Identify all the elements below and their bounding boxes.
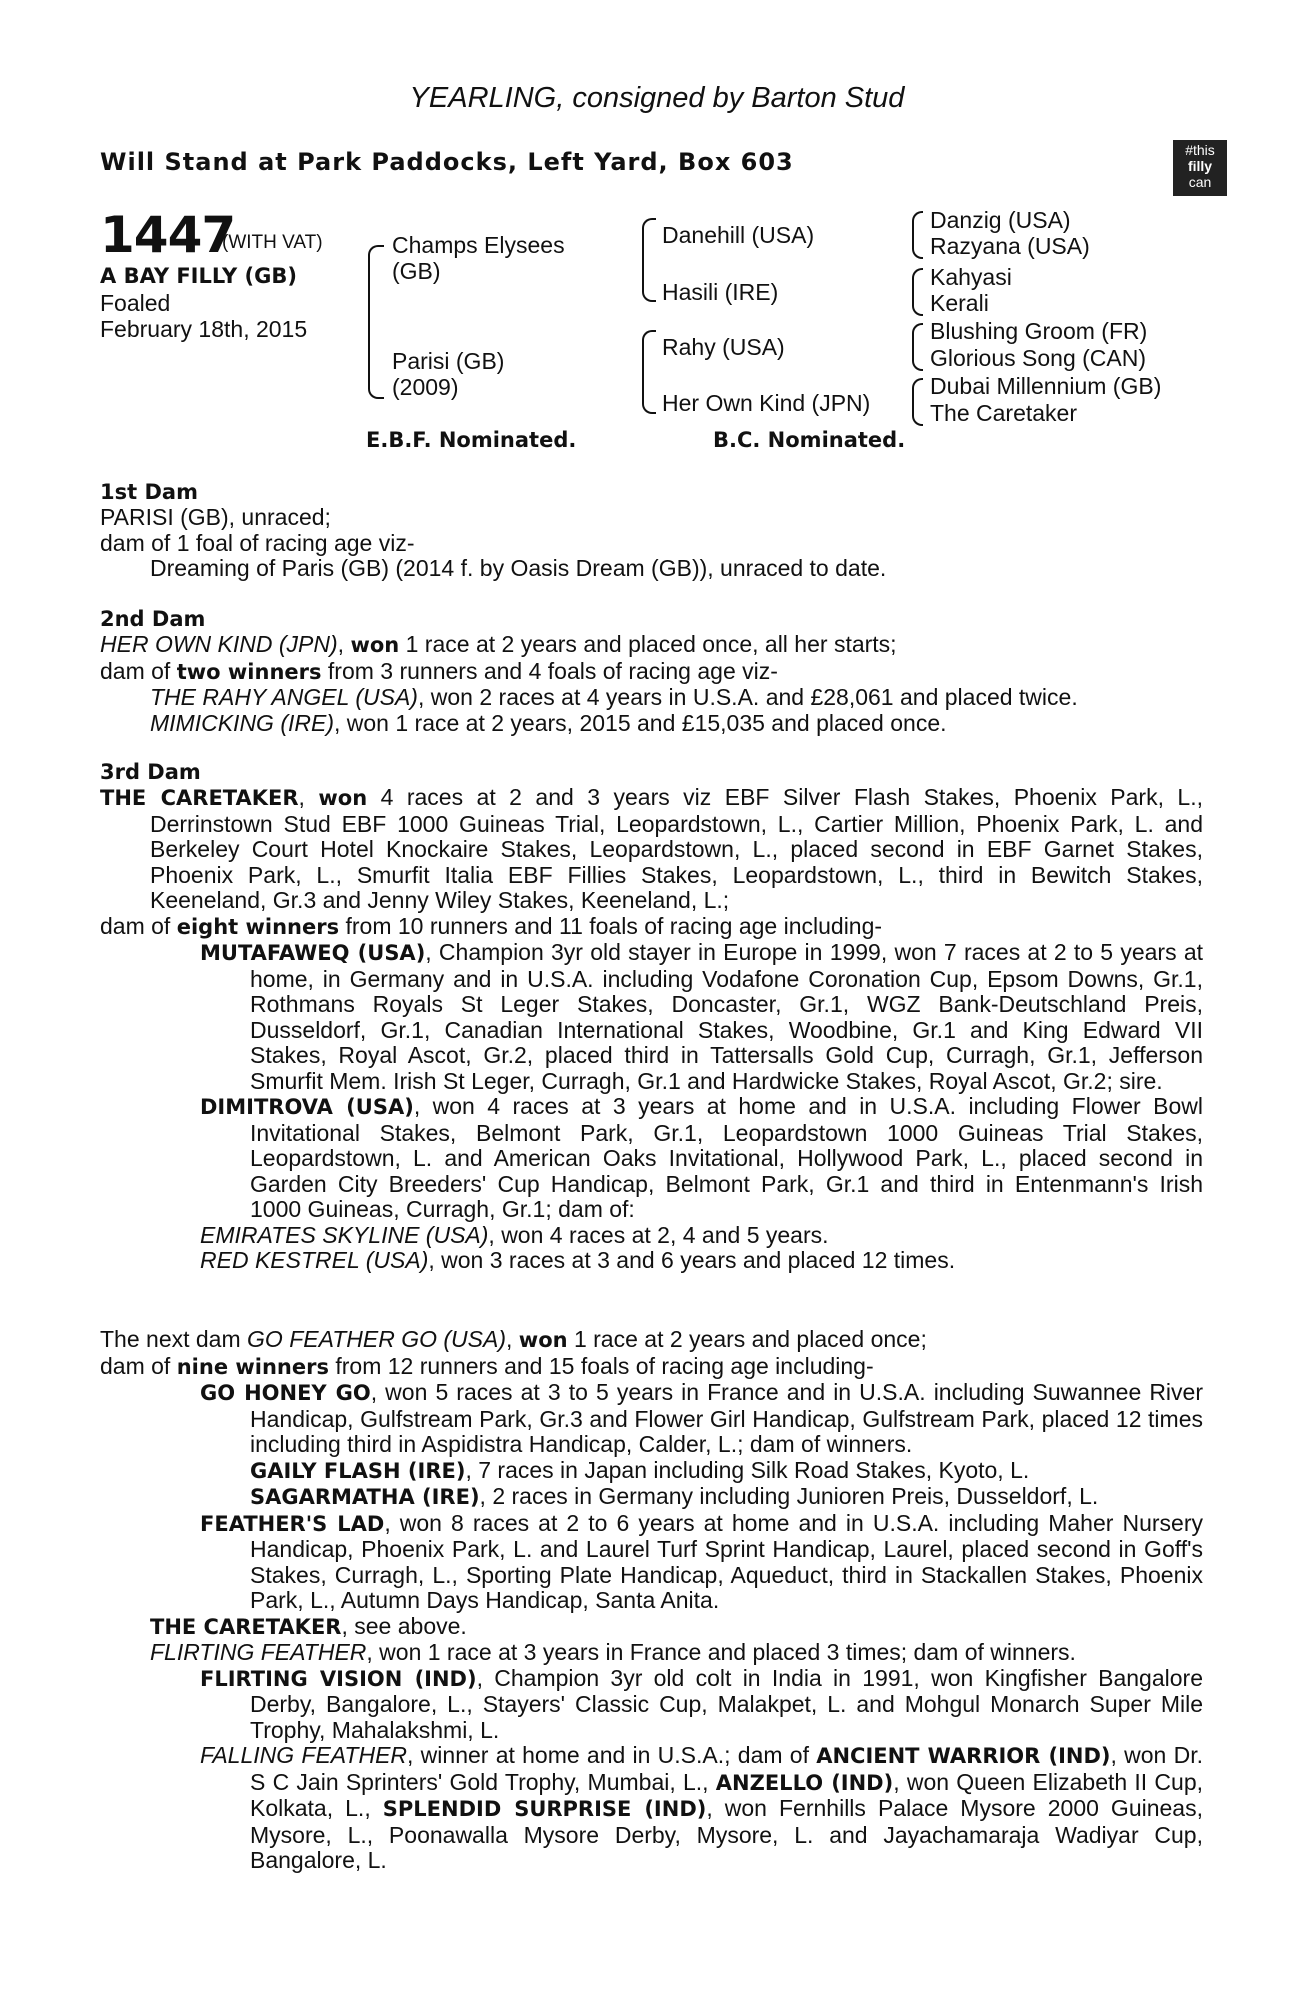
hashtag-line-2: filly — [1187, 158, 1213, 174]
lot-description: A BAY FILLY (GB) — [100, 264, 297, 288]
g3-7: Dubai Millennium (GB) — [930, 373, 1162, 399]
ebf-nominated: E.B.F. Nominated. — [366, 428, 577, 452]
first-dam-produce: Dreaming of Paris (GB) (2014 f. by Oasis Dream (GB)), unraced to date. — [150, 555, 887, 581]
hashtag-line-3: can — [1188, 174, 1212, 190]
first-dam-line: dam of 1 foal of racing age viz- — [100, 529, 415, 556]
sire-name: Champs Elysees — [392, 232, 565, 258]
sire-country: (GB) — [392, 258, 441, 284]
lot-number: 1447 — [100, 206, 236, 264]
second-dam-heading: 2nd Dam — [100, 607, 206, 631]
g3-8: The Caretaker — [930, 400, 1078, 426]
brace-gen2-top — [642, 218, 656, 302]
next-dam-block — [100, 1327, 1203, 1874]
next-dam-line: dam of nine winners from 12 runners and 15 foals of racing age including- — [100, 1352, 874, 1379]
dam-year: (2009) — [392, 374, 459, 400]
bc-nominated: B.C. Nominated. — [713, 428, 906, 452]
second-dam-line: HER OWN KIND (JPN), won 1 race at 2 years and placed once, all her starts; — [100, 631, 897, 657]
produce-red-kestrel: RED KESTREL (USA), won 3 races at 3 and 6 years and placed 12 times. — [200, 1247, 956, 1273]
brace-g3-1 — [912, 211, 923, 259]
consignor-heading: YEARLING, consigned by Barton Stud — [409, 82, 905, 114]
g3-3: Kahyasi — [930, 264, 1012, 290]
third-dam-block — [100, 785, 1203, 1274]
produce-the-caretaker: THE CARETAKER, see above. — [150, 1612, 467, 1639]
g3-6: Glorious Song (CAN) — [930, 345, 1147, 371]
next-dam-line: The next dam GO FEATHER GO (USA), won 1 race at 2 years and placed once; — [100, 1326, 927, 1352]
hashtag-badge — [1173, 140, 1227, 196]
foaled-label: Foaled — [100, 290, 171, 316]
foaled-date: February 18th, 2015 — [100, 316, 308, 342]
dam-sire: Rahy (USA) — [662, 334, 785, 360]
dam-dam: Her Own Kind (JPN) — [662, 390, 871, 416]
first-dam-heading: 1st Dam — [100, 480, 198, 504]
second-dam-produce: THE RAHY ANGEL (USA), won 2 races at 4 years in U.S.A. and £28,061 and placed twice. — [150, 684, 1078, 710]
vat-note: (WITH VAT) — [222, 232, 323, 253]
brace-g3-2 — [912, 268, 923, 316]
produce-flirting-vision: FLIRTING VISION (IND), Champion 3yr old colt in India in 1991, won Kingfisher Bangalore Derby, Bangalore, L., Stayers' Classic Cup, Malakpet, L. and Mohgul Monarch Super Mile Trophy, Mahalakshmi, L. — [200, 1664, 1203, 1743]
second-dam-block — [100, 632, 1203, 736]
third-dam-produce-intro: dam of eight winners from 10 runners and 11 foals of racing age including- — [100, 912, 883, 939]
third-dam-heading: 3rd Dam — [100, 760, 201, 784]
brace-g3-4 — [912, 378, 923, 426]
stand-location: Will Stand at Park Paddocks, Left Yard, Box 603 — [100, 148, 794, 176]
g3-1: Danzig (USA) — [930, 207, 1071, 233]
brace-gen2-bottom — [642, 330, 656, 414]
produce-dimitrova: DIMITROVA (USA), won 4 races at 3 years at home and in U.S.A. including Flower Bowl Invitational Stakes, Belmont Park, Gr.1, Leopardstown 1000 Guineas Trial Stakes, Leopardstown, L. and American Oaks Invitational, Hollywood Park, L., placed second in Garden City Breeders' Cup Handicap, Belmont Park, Gr.1 and third in Entenmann's Irish 1000 Guineas, Curragh, Gr.1; dam of: — [200, 1093, 1203, 1222]
sire-sire: Danehill (USA) — [662, 222, 815, 248]
g3-2: Razyana (USA) — [930, 233, 1090, 259]
dam-name: Parisi (GB) — [392, 348, 505, 374]
produce-go-honey-go: GO HONEY GO, won 5 races at 3 to 5 years in France and in U.S.A. including Suwannee River Handicap, Gulfstream Park, Gr.3 and Flower Girl Handicap, Gulfstream Park, placed 12 times including third in Aspidistra Handicap, Calder, L.; dam of winners. — [200, 1379, 1203, 1457]
produce-falling-feather: FALLING FEATHER, winner at home and in U.S.A.; dam of ANCIENT WARRIOR (IND), won Dr. S C Jain Sprinters' Gold Trophy, Mumbai, L., ANZELLO (IND), won Queen Elizabeth II Cup, Kolkata, L., SPLENDID SURPRISE (IND), won Fernhills Palace Mysore 2000 Guineas, Mysore, L., Poonawalla Mysore Derby, Mysore, L. and Jayachamaraja Wadiyar Cup, Bangalore, L. — [200, 1742, 1203, 1873]
second-dam-produce: MIMICKING (IRE), won 1 race at 2 years, 2015 and £15,035 and placed once. — [150, 709, 947, 736]
brace-g3-3 — [912, 323, 923, 371]
produce-gaily-flash: GAILY FLASH (IRE), 7 races in Japan including Silk Road Stakes, Kyoto, L. — [250, 1456, 1030, 1483]
third-dam-record: THE CARETAKER, won 4 races at 2 and 3 years viz EBF Silver Flash Stakes, Phoenix Park, L., Derrinstown Stud EBF 1000 Guineas Trial, Leopardstown, L., Cartier Million, Phoenix Park, L. and Berkeley Court Hotel Knockaire Stakes, Leopardstown, L., placed second in EBF Garnet Stakes, Phoenix Park, L., Smurfit Italia EBF Fillies Stakes, Leopardstown, L., third in Bewitch Stakes, Keeneland, Gr.3 and Jenny Wiley Stakes, Keeneland, L.; — [100, 784, 1203, 913]
sire-dam: Hasili (IRE) — [662, 279, 779, 305]
g3-4: Kerali — [930, 290, 989, 316]
produce-emirates-skyline: EMIRATES SKYLINE (USA), won 4 races at 2, 4 and 5 years. — [200, 1221, 829, 1248]
produce-mutafaweq: MUTAFAWEQ (USA), Champion 3yr old stayer in Europe in 1999, won 7 races at 2 to 5 years at home, in Germany and in U.S.A. including Vodafone Coronation Cup, Epsom Downs, Gr.1, Rothmans Royals St Leger Stakes, Doncaster, Gr.1, WGZ Bank-Deutschland Preis, Dusseldorf, Gr.1, Canadian International Stakes, Woodbine, Gr.1 and King Edward VII Stakes, Royal Ascot, Gr.2, placed third in Tattersalls Gold Cup, Curragh, Gr.1, Jefferson Smurfit Mem. Irish St Leger, Curragh, Gr.1 and Hardwicke Stakes, Royal Ascot, Gr.2; sire. — [200, 939, 1204, 1094]
hashtag-line-1: #this — [1185, 142, 1215, 158]
produce-sagarmatha: SAGARMATHA (IRE), 2 races in Germany including Junioren Preis, Dusseldorf, L. — [250, 1483, 1099, 1509]
brace-gen1 — [368, 245, 384, 399]
second-dam-line: dam of two winners from 3 runners and 4 foals of racing age viz- — [100, 657, 778, 684]
produce-feathers-lad: FEATHER'S LAD, won 8 races at 2 to 6 years at home and in U.S.A. including Maher Nursery Handicap, Phoenix Park, L. and Laurel Turf Sprint Handicap, Laurel, placed second in Goff's Stakes, Curragh, L., Sporting Plate Handicap, Aqueduct, third in Stackallen Stakes, Phoenix Park, L., Autumn Days Handicap, Santa Anita. — [200, 1509, 1203, 1613]
g3-5: Blushing Groom (FR) — [930, 318, 1148, 344]
produce-flirting-feather: FLIRTING FEATHER, won 1 race at 3 years in France and placed 3 times; dam of winners. — [150, 1639, 1076, 1665]
first-dam-line: PARISI (GB), unraced; — [100, 504, 331, 530]
first-dam-block — [100, 505, 1203, 582]
